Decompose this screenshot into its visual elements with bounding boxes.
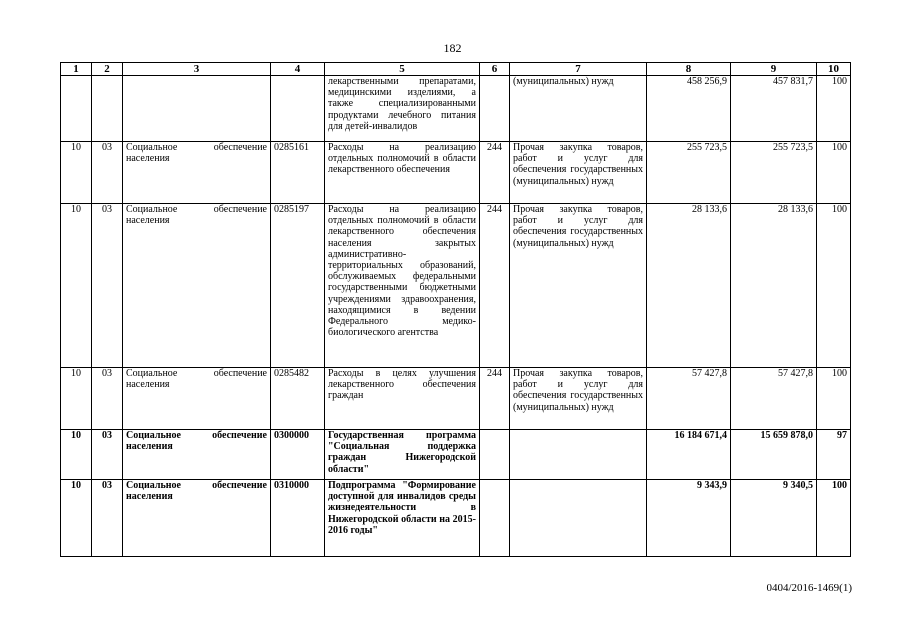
page-number: 182 (443, 41, 462, 55)
section-code: 10 (61, 368, 92, 430)
column-header: 2 (92, 63, 123, 76)
header-row (61, 63, 851, 76)
execution-percent: 100 (817, 480, 851, 557)
execution-percent: 100 (817, 204, 851, 368)
subsection-code: 03 (92, 368, 123, 430)
section-name: Социальное обеспечение населения (123, 368, 271, 430)
expense-type-name: (муниципальных) нужд (510, 76, 647, 142)
expense-description: лекарственными препаратами, медицинскими изделиями, а также специализированными продуктами лечебного питания для детей-инвалидов (325, 76, 480, 142)
execution-percent: 100 (817, 368, 851, 430)
budget-table (60, 62, 851, 557)
column-header: 4 (271, 63, 325, 76)
section-name: Социальное обеспечение населения (123, 480, 271, 557)
expense-description: Государственная программа "Социальная поддержка граждан Нижегородской области" (325, 430, 480, 480)
section-code: 10 (61, 430, 92, 480)
target-article-code: 0285197 (271, 204, 325, 368)
section-name (123, 76, 271, 142)
expense-description: Подпрограмма "Формирование доступной для инвалидов среды жизнедеятельности в Нижегородской области на 2015-2016 годы" (325, 480, 480, 557)
expense-description: Расходы в целях улучшения лекарственного обеспечения граждан (325, 368, 480, 430)
expense-type-name (510, 430, 647, 480)
section-code: 10 (61, 480, 92, 557)
table-row (61, 368, 851, 430)
expense-type-code (480, 480, 510, 557)
column-header: 7 (510, 63, 647, 76)
executed-amount: 28 133,6 (731, 204, 817, 368)
subsection-code: 03 (92, 480, 123, 557)
execution-percent: 97 (817, 430, 851, 480)
expense-type-code: 244 (480, 204, 510, 368)
section-code (61, 76, 92, 142)
expense-type-name: Прочая закупка товаров, работ и услуг для обеспечения государственных (муниципальных) нужд (510, 204, 647, 368)
column-header: 10 (817, 63, 851, 76)
execution-percent: 100 (817, 142, 851, 204)
execution-percent: 100 (817, 76, 851, 142)
target-article-code: 0310000 (271, 480, 325, 557)
column-header: 9 (731, 63, 817, 76)
target-article-code (271, 76, 325, 142)
column-header: 6 (480, 63, 510, 76)
column-header: 1 (61, 63, 92, 76)
section-code: 10 (61, 204, 92, 368)
planned-amount: 9 343,9 (647, 480, 731, 557)
table-row (61, 76, 851, 142)
expense-type-code (480, 76, 510, 142)
document-code: 0404/2016-1469(1) (766, 582, 852, 594)
expense-description: Расходы на реализацию отдельных полномочий в области лекарственного обеспечения (325, 142, 480, 204)
section-code: 10 (61, 142, 92, 204)
table-row (61, 430, 851, 480)
expense-type-code (480, 430, 510, 480)
table-row (61, 480, 851, 557)
expense-type-name (510, 480, 647, 557)
column-header: 8 (647, 63, 731, 76)
column-header: 5 (325, 63, 480, 76)
section-name: Социальное обеспечение населения (123, 204, 271, 368)
planned-amount: 16 184 671,4 (647, 430, 731, 480)
executed-amount: 15 659 878,0 (731, 430, 817, 480)
executed-amount: 9 340,5 (731, 480, 817, 557)
subsection-code: 03 (92, 204, 123, 368)
planned-amount: 458 256,9 (647, 76, 731, 142)
planned-amount: 255 723,5 (647, 142, 731, 204)
subsection-code (92, 76, 123, 142)
section-name: Социальное обеспечение населения (123, 430, 271, 480)
target-article-code: 0300000 (271, 430, 325, 480)
executed-amount: 457 831,7 (731, 76, 817, 142)
table-row (61, 142, 851, 204)
subsection-code: 03 (92, 142, 123, 204)
planned-amount: 57 427,8 (647, 368, 731, 430)
expense-type-name: Прочая закупка товаров, работ и услуг для обеспечения государственных (муниципальных) нужд (510, 142, 647, 204)
section-name: Социальное обеспечение населения (123, 142, 271, 204)
subsection-code: 03 (92, 430, 123, 480)
table-row (61, 204, 851, 368)
executed-amount: 255 723,5 (731, 142, 817, 204)
target-article-code: 0285161 (271, 142, 325, 204)
expense-type-name: Прочая закупка товаров, работ и услуг для обеспечения государственных (муниципальных) нужд (510, 368, 647, 430)
planned-amount: 28 133,6 (647, 204, 731, 368)
expense-type-code: 244 (480, 368, 510, 430)
expense-description: Расходы на реализацию отдельных полномочий в области лекарственного обеспечения населения закрытых административно-территориальных образований, обслуживаемых федеральными государственными бюджетными учреждениями здравоохранения, находящимися в ведении Федерального медико-биологического агентства (325, 204, 480, 368)
expense-type-code: 244 (480, 142, 510, 204)
target-article-code: 0285482 (271, 368, 325, 430)
executed-amount: 57 427,8 (731, 368, 817, 430)
column-header: 3 (123, 63, 271, 76)
